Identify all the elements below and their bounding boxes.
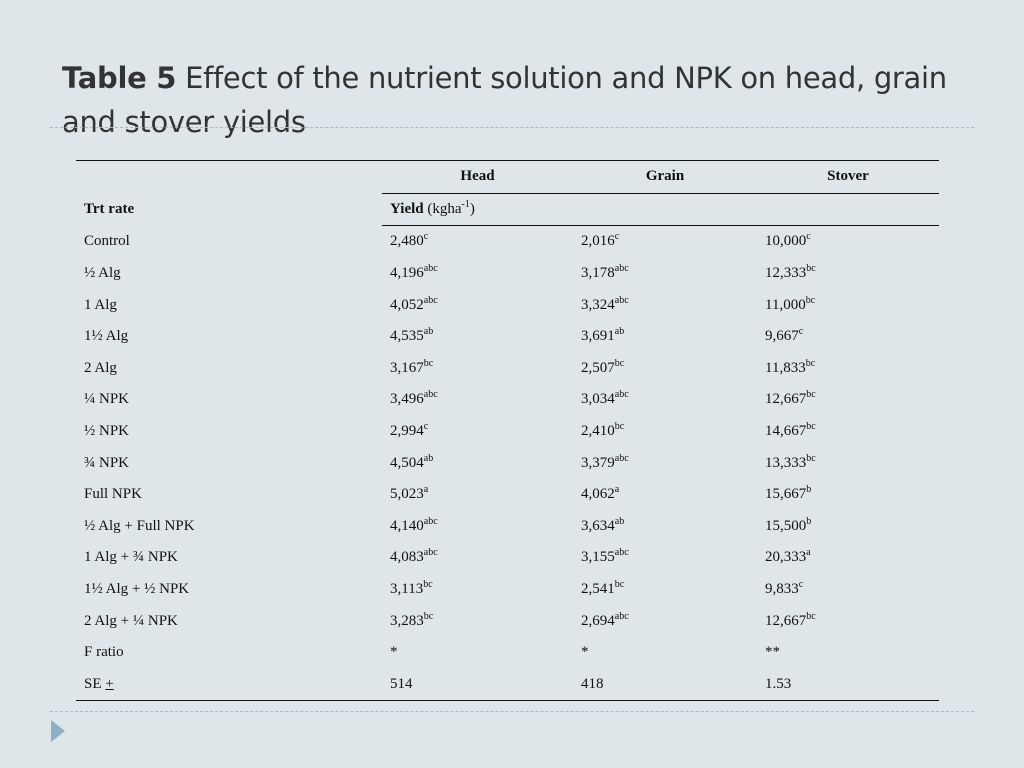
- stover-significance: c: [798, 326, 804, 338]
- grain-value: 3,178: [581, 265, 615, 282]
- table-row: [76, 258, 939, 290]
- stover-cell: [757, 637, 939, 669]
- head-cell: [382, 416, 573, 448]
- table-row: [76, 542, 939, 574]
- stover-significance: bc: [806, 610, 816, 622]
- grain-cell: [573, 289, 757, 321]
- grain-cell: [573, 637, 757, 669]
- se-grain-value: 418: [573, 669, 757, 701]
- head-cell: [382, 226, 573, 258]
- head-value: 3,283: [390, 612, 424, 629]
- trt-cell: ½ Alg: [84, 265, 121, 282]
- grain-value: 3,379: [581, 454, 615, 471]
- head-value: 4,140: [390, 517, 424, 534]
- head-significance: abc: [423, 389, 438, 401]
- stover-value: 14,667: [765, 423, 807, 440]
- grain-cell: [573, 574, 757, 606]
- head-significance: abc: [423, 547, 438, 559]
- trt-cell: ¾ NPK: [84, 454, 130, 471]
- stover-value: 11,833: [765, 359, 806, 376]
- stover-cell: [757, 321, 939, 353]
- yield-label: Yield: [390, 200, 424, 217]
- trt-cell: 1 Alg: [84, 296, 117, 313]
- head-cell: [382, 574, 573, 606]
- stover-significance: bc: [806, 452, 816, 464]
- grain-cell: [573, 321, 757, 353]
- trt-cell: ½ NPK: [84, 423, 130, 440]
- se-head-value: 514: [382, 669, 573, 701]
- stover-significance: bc: [805, 357, 816, 369]
- trt-cell: 2 Alg: [84, 359, 117, 376]
- grain-cell: [573, 226, 757, 258]
- stover-cell: [757, 605, 939, 637]
- table-row: [76, 226, 939, 258]
- stover-cell: [757, 416, 939, 448]
- stover-significance: a: [806, 547, 811, 559]
- trt-cell: Control: [84, 233, 130, 250]
- grain-cell: [573, 384, 757, 416]
- trt-cell: 2 Alg + ¼ NPK: [84, 612, 178, 629]
- table-row: [76, 321, 939, 353]
- stover-cell: [757, 258, 939, 290]
- yield-unit-sup: -1: [461, 198, 470, 210]
- grain-significance: bc: [614, 579, 625, 591]
- se-stover-value: 1.53: [757, 669, 939, 701]
- grain-significance: abc: [614, 263, 629, 275]
- head-cell: [382, 542, 573, 574]
- grain-value: 4,062: [581, 486, 615, 503]
- stover-significance: c: [806, 231, 811, 243]
- col-header-stover: Stover: [757, 161, 939, 194]
- stover-cell: [757, 574, 939, 606]
- head-cell: [382, 353, 573, 385]
- head-value: 3,113: [390, 581, 424, 598]
- head-value: 2,994: [390, 423, 424, 440]
- head-significance: c: [423, 421, 429, 433]
- trt-cell: ½ Alg + Full NPK: [84, 517, 195, 534]
- head-value: *: [390, 644, 398, 661]
- grain-significance: a: [614, 484, 620, 496]
- grain-value: 2,694: [581, 612, 615, 629]
- head-cell: [382, 384, 573, 416]
- stover-value: 9,667: [765, 328, 799, 345]
- se-row: [76, 669, 939, 701]
- stover-cell: [757, 226, 939, 258]
- grain-value: 2,410: [581, 423, 615, 440]
- head-significance: a: [423, 484, 429, 496]
- grain-cell: [573, 605, 757, 637]
- head-value: 3,167: [390, 359, 424, 376]
- head-value: 2,480: [390, 233, 424, 250]
- head-significance: abc: [423, 515, 438, 527]
- se-label-cell: [76, 669, 382, 701]
- table-row: [76, 447, 939, 479]
- head-value: 4,196: [390, 265, 424, 282]
- stover-value: 12,333: [765, 265, 807, 282]
- head-significance: bc: [423, 357, 434, 369]
- col-header-grain: Grain: [573, 161, 757, 194]
- table-row: [76, 605, 939, 637]
- table-label: Table 5: [62, 61, 177, 95]
- head-cell: [382, 289, 573, 321]
- trt-cell: Full NPK: [84, 486, 142, 503]
- bottom-divider: [50, 711, 974, 712]
- stover-significance: bc: [806, 421, 816, 433]
- stover-cell: [757, 447, 939, 479]
- head-value: 4,535: [390, 328, 424, 345]
- head-significance: bc: [423, 579, 433, 591]
- grain-significance: abc: [614, 547, 629, 559]
- grain-significance: bc: [614, 421, 625, 433]
- stover-significance: bc: [806, 389, 816, 401]
- stover-cell: [757, 542, 939, 574]
- head-cell: [382, 479, 573, 511]
- grain-value: 3,634: [581, 517, 615, 534]
- head-cell: [382, 321, 573, 353]
- grain-cell: [573, 447, 757, 479]
- grain-cell: [573, 542, 757, 574]
- stover-value: 10,000: [765, 233, 807, 250]
- head-value: 5,023: [390, 486, 424, 503]
- head-cell: [382, 447, 573, 479]
- stover-significance: bc: [805, 294, 816, 306]
- grain-cell: [573, 258, 757, 290]
- grain-value: *: [581, 644, 589, 661]
- col-header-head: Head: [382, 161, 573, 194]
- grain-cell: [573, 353, 757, 385]
- grain-significance: abc: [614, 610, 629, 622]
- grain-significance: abc: [614, 389, 629, 401]
- stover-cell: [757, 384, 939, 416]
- yield-unit-post: ): [469, 200, 475, 217]
- stover-value: **: [765, 644, 780, 661]
- grain-cell: [573, 416, 757, 448]
- grain-value: 2,541: [581, 581, 615, 598]
- grain-significance: bc: [614, 357, 625, 369]
- head-cell: [382, 637, 573, 669]
- head-value: 4,504: [390, 454, 424, 471]
- table-row: [76, 353, 939, 385]
- yield-unit-pre: (kgha: [427, 200, 462, 217]
- head-significance: c: [423, 231, 429, 243]
- yield-table: [76, 160, 939, 701]
- trt-cell: 1½ Alg + ½ NPK: [84, 581, 190, 598]
- stover-significance: b: [806, 515, 812, 527]
- slide-title: [62, 56, 962, 144]
- stover-cell: [757, 511, 939, 543]
- head-significance: abc: [423, 294, 438, 306]
- table-row: [76, 511, 939, 543]
- yield-header-row: [76, 193, 939, 226]
- table-row: [76, 416, 939, 448]
- grain-significance: c: [614, 231, 620, 243]
- head-cell: [382, 605, 573, 637]
- stover-value: 15,500: [765, 517, 807, 534]
- grain-value: 2,016: [581, 233, 615, 250]
- table-row: [76, 289, 939, 321]
- stover-value: 12,667: [765, 612, 807, 629]
- stover-cell: [757, 353, 939, 385]
- stover-value: 9,833: [765, 581, 799, 598]
- stover-value: 13,333: [765, 454, 807, 471]
- slide-arrow-icon: [51, 720, 65, 742]
- column-header-row: [76, 161, 939, 194]
- empty-header-cell: [76, 161, 382, 194]
- grain-value: 3,324: [581, 296, 615, 313]
- grain-cell: [573, 479, 757, 511]
- head-cell: [382, 511, 573, 543]
- grain-significance: abc: [614, 294, 629, 306]
- table-row: [76, 384, 939, 416]
- trt-cell: ¼ NPK: [84, 391, 130, 408]
- yield-caption: [382, 193, 939, 226]
- table-row: [76, 479, 939, 511]
- head-significance: abc: [423, 263, 438, 275]
- head-cell: [382, 258, 573, 290]
- grain-value: 3,034: [581, 391, 615, 408]
- title-text: Effect of the nutrient solution and NPK on head, grain and stover yields: [62, 61, 947, 139]
- top-divider: [50, 127, 974, 128]
- grain-significance: ab: [614, 326, 625, 338]
- head-value: 4,052: [390, 296, 424, 313]
- table-row: [76, 574, 939, 606]
- grain-value: 3,691: [581, 328, 615, 345]
- stover-significance: b: [806, 484, 812, 496]
- plus-minus-sign: +: [105, 675, 114, 692]
- grain-significance: ab: [614, 515, 625, 527]
- stover-value: 15,667: [765, 486, 807, 503]
- head-significance: ab: [423, 326, 434, 338]
- stover-value: 20,333: [765, 549, 807, 566]
- head-significance: bc: [423, 610, 434, 622]
- stover-value: 11,000: [765, 296, 806, 313]
- grain-value: 2,507: [581, 359, 615, 376]
- grain-cell: [573, 511, 757, 543]
- grain-value: 3,155: [581, 549, 615, 566]
- trt-cell: F ratio: [84, 644, 124, 661]
- trt-cell: 1½ Alg: [84, 328, 129, 345]
- head-significance: ab: [423, 452, 434, 464]
- se-label: SE: [84, 675, 102, 692]
- trt-cell: 1 Alg + ¾ NPK: [84, 549, 178, 566]
- table-row: [76, 637, 939, 669]
- head-value: 4,083: [390, 549, 424, 566]
- stover-significance: c: [798, 579, 804, 591]
- stover-significance: bc: [806, 263, 816, 275]
- head-value: 3,496: [390, 391, 424, 408]
- grain-significance: abc: [614, 452, 629, 464]
- row-header-trt: Trt rate: [84, 200, 135, 217]
- stover-cell: [757, 289, 939, 321]
- stover-value: 12,667: [765, 391, 807, 408]
- stover-cell: [757, 479, 939, 511]
